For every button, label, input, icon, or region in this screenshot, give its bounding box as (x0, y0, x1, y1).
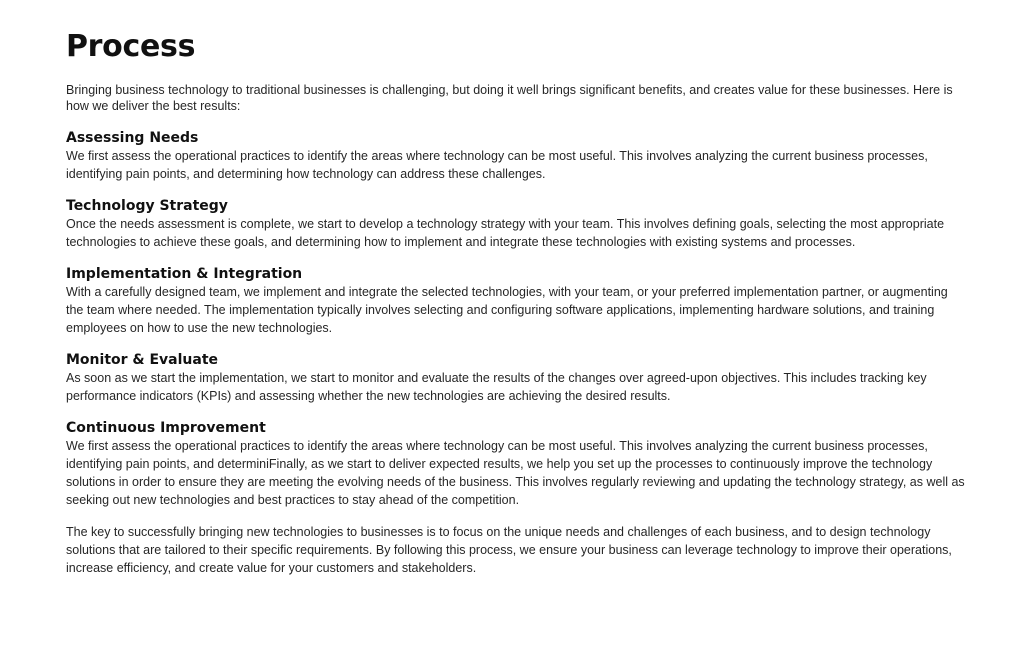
section-body: We first assess the operational practices to identify the areas where technology can be most useful. This involves analyzing the current business processes, identifying pain points, and determining how technology can address these challenges. (66, 149, 928, 181)
section-body: Once the needs assessment is complete, we start to develop a technology strategy with your team. This involves defining goals, selecting the most appropriate technologies to achieve these goals, and determining how to implement and integrate these technologies with existing systems and processes. (66, 217, 945, 249)
section-heading: Technology Strategy (66, 198, 228, 214)
section-body: With a carefully designed team, we implement and integrate the selected technologies, with your team, or your preferred implementation partner, or augmenting the team where needed. The implementation typically involves selecting and configuring software applications, implementing hardware solutions, and training employees on how to use the new technologies. (66, 285, 948, 335)
section-technology-strategy (66, 197, 966, 251)
section-monitor-evaluate (66, 351, 966, 405)
section-body: As soon as we start the implementation, we start to monitor and evaluate the results of the changes over agreed-upon objectives. This includes tracking key performance indicators (KPIs) and assessing whether the new technologies are achieving the desired results. (66, 371, 927, 403)
section-implementation-integration (66, 265, 966, 337)
closing-paragraph: The key to successfully bringing new technologies to businesses is to focus on the unique needs and challenges of each business, and to design technology solutions that are tailored to their specific requirements. By following this process, we ensure your business can leverage technology to improve their operations, increase efficiency, and create value for your customers and stakeholders. (66, 525, 952, 575)
section-body: We first assess the operational practices to identify the areas where technology can be most useful. This involves analyzing the current business processes, identifying pain points, and determiniFinally, as we start to deliver expected results, we help you set up the processes to continuously improve the technology solutions in order to ensure they are meeting the evolving needs of the business. This involves regularly reviewing and updating the technology strategy, as well as seeking out new technologies and best practices to stay ahead of the competition. (66, 439, 965, 507)
section-heading: Monitor & Evaluate (66, 352, 219, 368)
section-heading: Implementation & Integration (66, 266, 303, 282)
page-title: Process (66, 29, 196, 64)
intro-paragraph: Bringing business technology to traditional businesses is challenging, but doing it well brings significant benefits, and creates value for these businesses. Here is how we deliver the best results: (66, 83, 953, 113)
section-heading: Continuous Improvement (66, 420, 266, 436)
section-assessing-needs (66, 129, 966, 183)
section-heading: Assessing Needs (66, 130, 199, 146)
section-continuous-improvement (66, 419, 966, 509)
